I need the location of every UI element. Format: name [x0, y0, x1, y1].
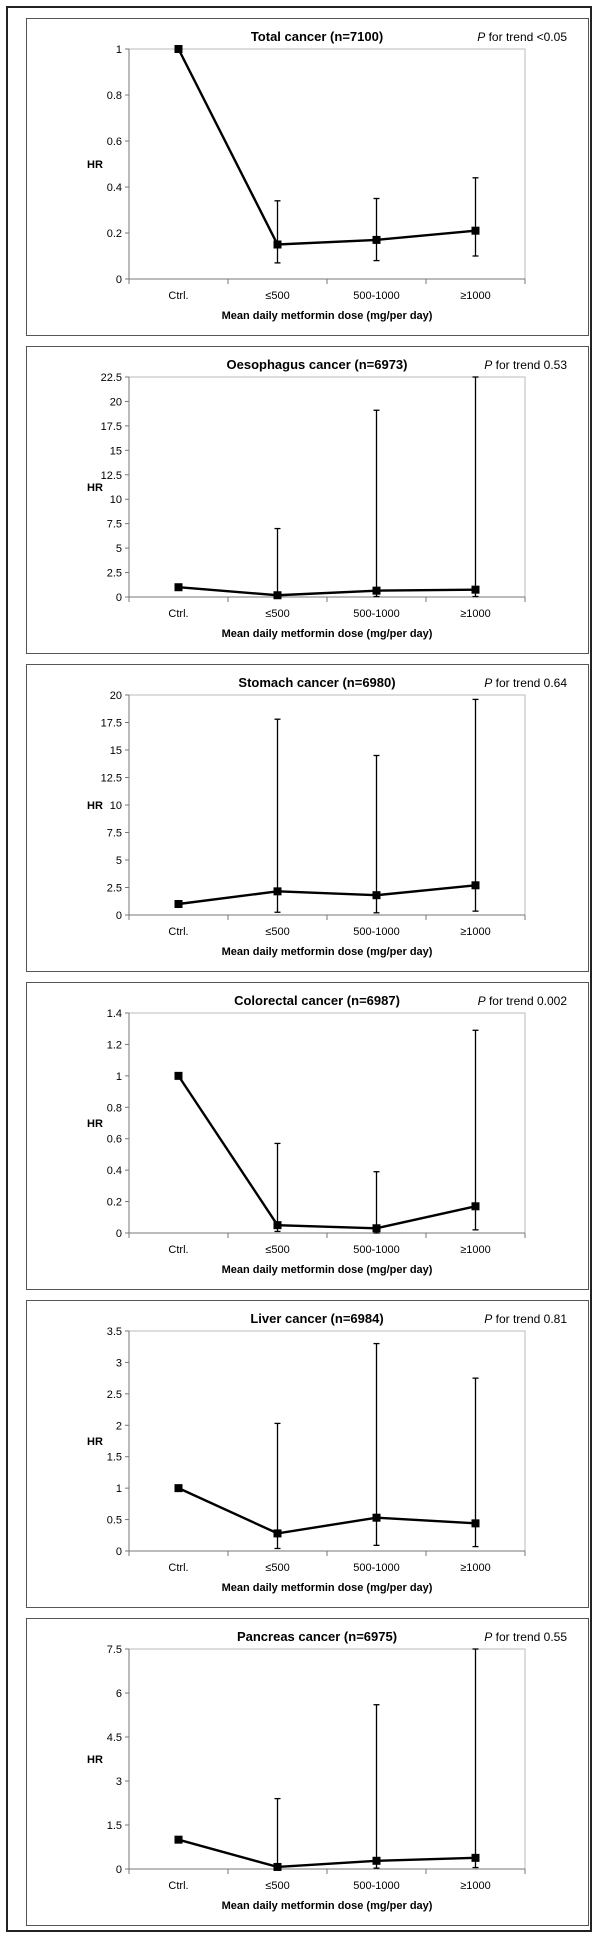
x-tick-label: 500-1000	[353, 926, 400, 938]
y-tick-label: 20	[109, 690, 122, 702]
y-tick-label: 0	[115, 1864, 122, 1876]
y-tick-label: 0.6	[106, 1133, 122, 1146]
x-tick-label: ≤500	[265, 1562, 290, 1574]
chart-svg	[27, 19, 588, 335]
y-tick-label: 0.2	[106, 228, 122, 240]
x-tick-label: Ctrl.	[168, 608, 189, 620]
chart-title: Total cancer (n=7100)	[250, 29, 384, 44]
x-tick-label: ≥1000	[460, 290, 491, 302]
error-bar	[374, 410, 380, 596]
p-trend-label: P for trend 0.53	[484, 358, 567, 372]
x-tick-label: ≥1000	[460, 1562, 491, 1574]
data-point	[274, 241, 282, 249]
y-axis-label: HR	[87, 1118, 103, 1130]
y-tick-label: 15	[109, 445, 122, 458]
plot-area	[129, 1331, 525, 1551]
y-tick-label: 4.5	[106, 1732, 122, 1744]
data-point	[175, 1072, 183, 1080]
y-axis-label: HR	[87, 1754, 103, 1766]
x-tick-label: ≤500	[265, 1244, 290, 1256]
y-tick-label: 5	[115, 543, 122, 556]
chart-panel-oesophagus-cancer	[26, 346, 589, 654]
hr-series-line	[179, 49, 476, 245]
chart-panel-stomach-cancer	[26, 664, 589, 972]
data-point	[373, 1857, 381, 1865]
y-tick-label: 7.5	[106, 1644, 122, 1656]
y-tick-label: 0	[115, 592, 122, 604]
chart-svg	[27, 1301, 588, 1607]
y-tick-label: 0	[115, 1228, 122, 1240]
chart-panel-liver-cancer	[26, 1300, 589, 1608]
x-tick-label: ≥1000	[460, 608, 491, 620]
x-tick-label: Ctrl.	[168, 1244, 189, 1256]
data-point	[472, 1854, 480, 1862]
data-point	[472, 1519, 480, 1527]
data-point	[175, 900, 183, 908]
data-point	[472, 1202, 480, 1210]
x-axis-label: Mean daily metformin dose (mg/per day)	[221, 310, 433, 322]
error-bar	[473, 699, 479, 911]
y-tick-label: 20	[109, 396, 122, 409]
y-tick-label: 6	[115, 1688, 122, 1700]
x-tick-label: ≤500	[265, 926, 290, 938]
y-tick-label: 15	[109, 745, 122, 757]
error-bar	[374, 756, 380, 913]
y-tick-label: 1.5	[106, 1451, 122, 1464]
error-bar	[473, 377, 479, 597]
error-bar	[374, 1172, 380, 1233]
x-axis-label: Mean daily metformin dose (mg/per day)	[221, 946, 433, 958]
y-tick-label: 1.2	[106, 1039, 122, 1052]
y-tick-label: 1	[115, 44, 122, 56]
y-tick-label: 12.5	[100, 469, 122, 482]
x-tick-label: 500-1000	[353, 1244, 400, 1256]
p-trend-label: P for trend 0.81	[484, 1312, 567, 1326]
data-point	[175, 1836, 183, 1844]
plot-area	[129, 1013, 525, 1233]
x-tick-label: Ctrl.	[168, 1562, 189, 1574]
hr-series-line	[179, 587, 476, 595]
plot-area	[129, 377, 525, 597]
y-tick-label: 0.4	[106, 1165, 122, 1178]
error-bar	[374, 1705, 380, 1868]
y-tick-label: 0.8	[106, 1102, 122, 1115]
chart-title: Colorectal cancer (n=6987)	[234, 993, 400, 1008]
data-point	[472, 227, 480, 235]
x-tick-label: ≤500	[265, 608, 290, 620]
y-tick-label: 0.6	[106, 136, 122, 148]
hr-series-line	[179, 1076, 476, 1228]
y-tick-label: 0.5	[106, 1514, 122, 1527]
y-tick-label: 22.5	[100, 372, 122, 384]
plot-area	[129, 49, 525, 279]
x-tick-label: 500-1000	[353, 608, 400, 620]
data-point	[175, 45, 183, 53]
y-tick-label: 3.5	[106, 1326, 122, 1338]
data-point	[472, 586, 480, 594]
y-tick-label: 2	[115, 1420, 122, 1433]
chart-svg	[27, 665, 588, 971]
y-tick-label: 10	[109, 494, 122, 507]
y-tick-label: 5	[115, 855, 122, 867]
data-point	[274, 591, 282, 599]
x-tick-label: 500-1000	[353, 1880, 400, 1892]
y-tick-label: 0	[115, 1546, 122, 1558]
error-bar	[473, 1030, 479, 1230]
y-tick-label: 0.4	[106, 182, 122, 194]
data-point	[373, 1224, 381, 1232]
figure-frame	[6, 6, 592, 1932]
x-tick-label: Ctrl.	[168, 926, 189, 938]
y-tick-label: 7.5	[106, 827, 122, 840]
chart-svg	[27, 347, 588, 653]
x-tick-label: ≥1000	[460, 1880, 491, 1892]
y-tick-label: 2.5	[106, 567, 122, 580]
data-point	[274, 1221, 282, 1229]
data-point	[373, 236, 381, 244]
y-tick-label: 17.5	[100, 717, 122, 730]
chart-svg	[27, 1619, 588, 1925]
x-tick-label: 500-1000	[353, 290, 400, 302]
y-tick-label: 0	[115, 910, 122, 922]
data-point	[274, 887, 282, 895]
y-tick-label: 1	[115, 1483, 122, 1496]
chart-title: Oesophagus cancer (n=6973)	[226, 357, 408, 372]
x-tick-label: ≥1000	[460, 1244, 491, 1256]
chart-title: Pancreas cancer (n=6975)	[236, 1629, 398, 1644]
y-tick-label: 0.2	[106, 1196, 122, 1209]
y-tick-label: 0.8	[106, 90, 122, 102]
data-point	[175, 583, 183, 591]
chart-title: Stomach cancer (n=6980)	[238, 675, 396, 690]
data-point	[274, 1529, 282, 1537]
chart-svg	[27, 983, 588, 1289]
x-tick-label: Ctrl.	[168, 1880, 189, 1892]
chart-panel-colorectal-cancer	[26, 982, 589, 1290]
hr-series-line	[179, 885, 476, 904]
data-point	[373, 587, 381, 595]
error-bar	[275, 1143, 281, 1231]
y-axis-label: HR	[87, 800, 103, 812]
p-trend-label: P for trend 0.55	[484, 1630, 567, 1644]
data-point	[472, 881, 480, 889]
chart-panel-pancreas-cancer	[26, 1618, 589, 1926]
y-tick-label: 3	[115, 1776, 122, 1788]
x-tick-label: ≥1000	[460, 926, 491, 938]
error-bar	[473, 178, 479, 256]
error-bar	[374, 199, 380, 261]
y-tick-label: 2.5	[106, 882, 122, 895]
x-axis-label: Mean daily metformin dose (mg/per day)	[221, 1900, 433, 1912]
y-tick-label: 7.5	[106, 518, 122, 531]
data-point	[175, 1484, 183, 1492]
hr-series-line	[179, 1840, 476, 1867]
y-axis-label: HR	[87, 482, 103, 494]
chart-panel-total-cancer	[26, 18, 589, 336]
y-tick-label: 3	[115, 1357, 122, 1370]
x-axis-label: Mean daily metformin dose (mg/per day)	[221, 628, 433, 640]
data-point	[373, 1514, 381, 1522]
plot-area	[129, 1649, 525, 1869]
x-tick-label: ≤500	[265, 1880, 290, 1892]
plot-area	[129, 695, 525, 915]
x-tick-label: Ctrl.	[168, 290, 189, 302]
p-trend-label: P for trend 0.64	[484, 676, 567, 690]
error-bar	[275, 719, 281, 912]
y-axis-label: HR	[87, 1436, 103, 1448]
y-tick-label: 10	[109, 800, 122, 812]
y-tick-label: 2.5	[106, 1388, 122, 1401]
x-tick-label: ≤500	[265, 290, 290, 302]
y-axis-label: HR	[87, 159, 103, 171]
y-tick-label: 17.5	[100, 420, 122, 433]
y-tick-label: 12.5	[100, 772, 122, 785]
p-trend-label: P for trend 0.002	[477, 994, 567, 1008]
x-tick-label: 500-1000	[353, 1562, 400, 1574]
y-tick-label: 1.4	[106, 1008, 122, 1020]
chart-title: Liver cancer (n=6984)	[250, 1311, 384, 1326]
x-axis-label: Mean daily metformin dose (mg/per day)	[221, 1582, 433, 1594]
y-tick-label: 1.5	[106, 1820, 122, 1832]
hr-series-line	[179, 1488, 476, 1533]
x-axis-label: Mean daily metformin dose (mg/per day)	[221, 1264, 433, 1276]
error-bar	[275, 201, 281, 263]
p-trend-label: P for trend <0.05	[477, 30, 567, 44]
y-tick-label: 0	[115, 274, 122, 286]
data-point	[274, 1863, 282, 1871]
y-tick-label: 1	[115, 1070, 122, 1083]
error-bar	[275, 1799, 281, 1869]
data-point	[373, 891, 381, 899]
error-bar	[275, 529, 281, 597]
error-bar	[473, 1649, 479, 1868]
